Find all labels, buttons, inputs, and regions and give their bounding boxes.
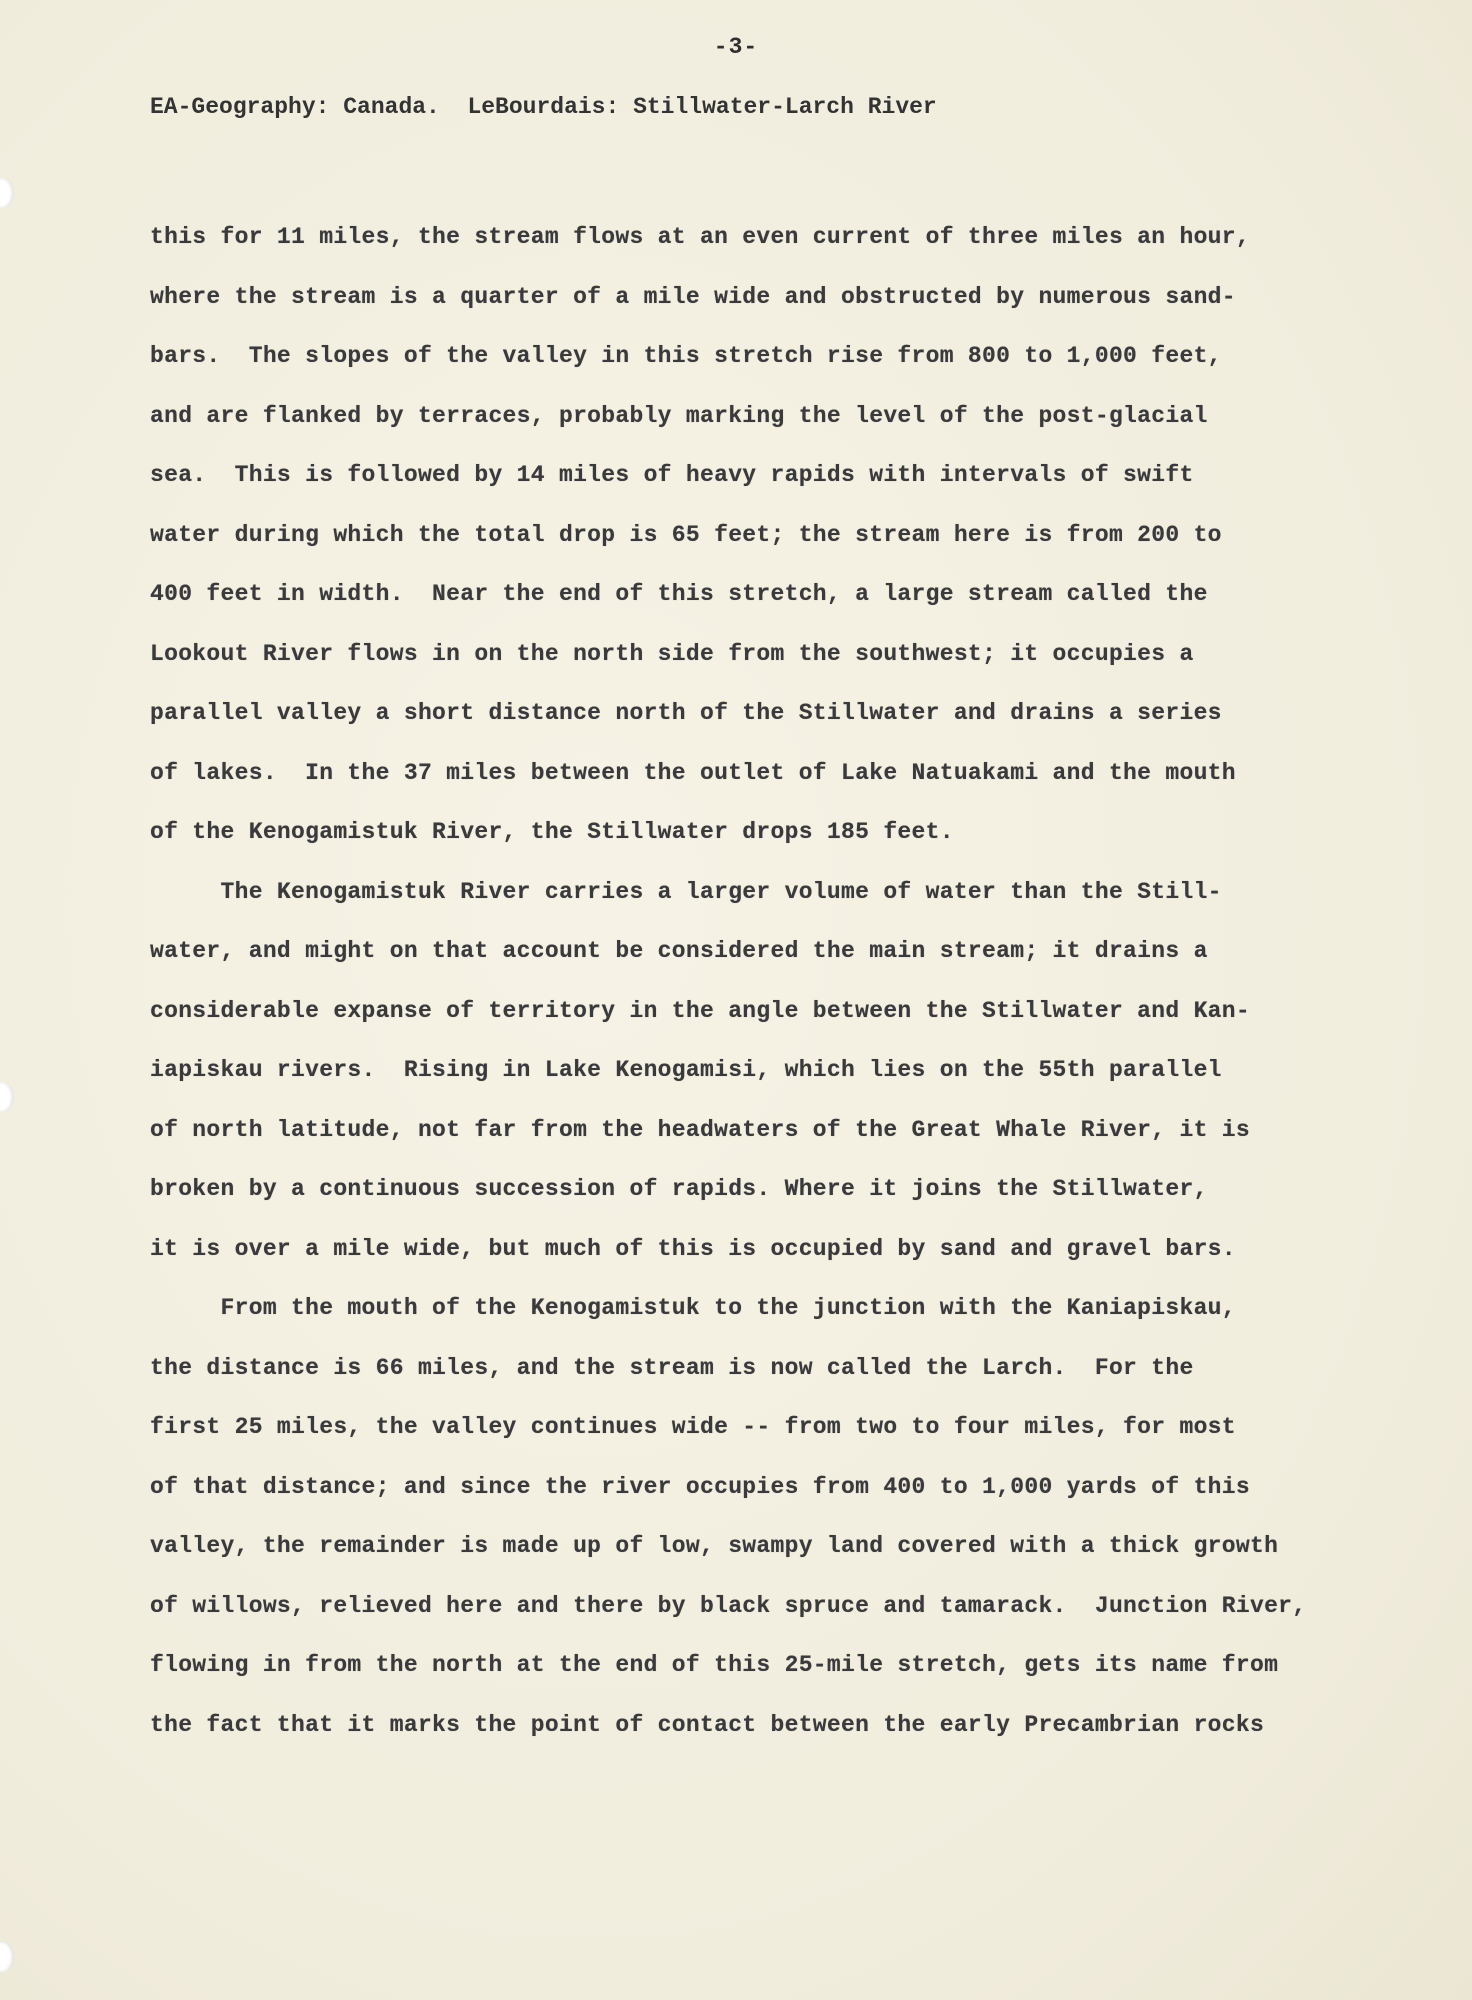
text-line: the fact that it marks the point of contact between the early Precambrian rocks [150,1711,1265,1738]
text-line: iapiskau rivers. Rising in Lake Kenogamisi, which lies on the 55th parallel [150,1057,1222,1083]
text-line: of willows, relieved here and there by black spruce and tamarack. Junction River, [150,1592,1307,1619]
page-number: -3- [713,34,759,60]
text-line: and are flanked by terraces, probably marking the level of the post-glacial [150,402,1208,429]
document-header: EA-Geography: Canada. LeBourdais: Stillwater-Larch River [150,94,937,120]
text-line: this for 11 miles, the stream flows at an even current of three miles an hour, [150,224,1250,250]
text-line: 400 feet in width. Near the end of this stretch, a large stream called the [150,581,1208,607]
text-line: broken by a continuous succession of rapids. Where it joins the Stillwater, [150,1176,1208,1202]
text-line: the distance is 66 miles, and the stream is now called the Larch. For the [150,1354,1194,1381]
text-line: flowing in from the north at the end of this 25-mile stretch, gets its name from [150,1652,1279,1678]
text-line: of lakes. In the 37 miles between the outlet of Lake Natuakami and the mouth [150,759,1236,786]
text-line: Lookout River flows in on the north side from the southwest; it occupies a [150,640,1194,667]
punch-hole [0,1942,14,1972]
text-line: of the Kenogamistuk River, the Stillwater drops 185 feet. [150,819,954,845]
text-line: The Kenogamistuk River carries a larger volume of water than the Still- [150,878,1222,905]
text-line: From the mouth of the Kenogamistuk to the junction with the Kaniapiskau, [150,1295,1236,1321]
text-line: of that distance; and since the river occupies from 400 to 1,000 yards of this [150,1473,1250,1500]
text-line: bars. The slopes of the valley in this stretch rise from 800 to 1,000 feet, [150,343,1222,369]
body-text [150,208,1390,1755]
text-line: of north latitude, not far from the headwaters of the Great Whale River, it is [150,1116,1250,1143]
text-line: water, and might on that account be considered the main stream; it drains a [150,938,1208,964]
text-line: first 25 miles, the valley continues wide -- from two to four miles, for most [150,1414,1236,1440]
text-line: sea. This is followed by 14 miles of heavy rapids with intervals of swift [150,462,1194,488]
text-line: water during which the total drop is 65 feet; the stream here is from 200 to [150,521,1222,548]
text-line: considerable expanse of territory in the angle between the Stillwater and Kan- [150,997,1250,1024]
text-line: it is over a mile wide, but much of this is occupied by sand and gravel bars. [150,1235,1236,1262]
punch-hole [0,1082,14,1112]
text-line: where the stream is a quarter of a mile wide and obstructed by numerous sand- [150,283,1236,310]
text-line: valley, the remainder is made up of low, swampy land covered with a thick growth [150,1533,1279,1559]
text-line: parallel valley a short distance north of the Stillwater and drains a series [150,700,1222,726]
punch-hole [0,178,14,208]
